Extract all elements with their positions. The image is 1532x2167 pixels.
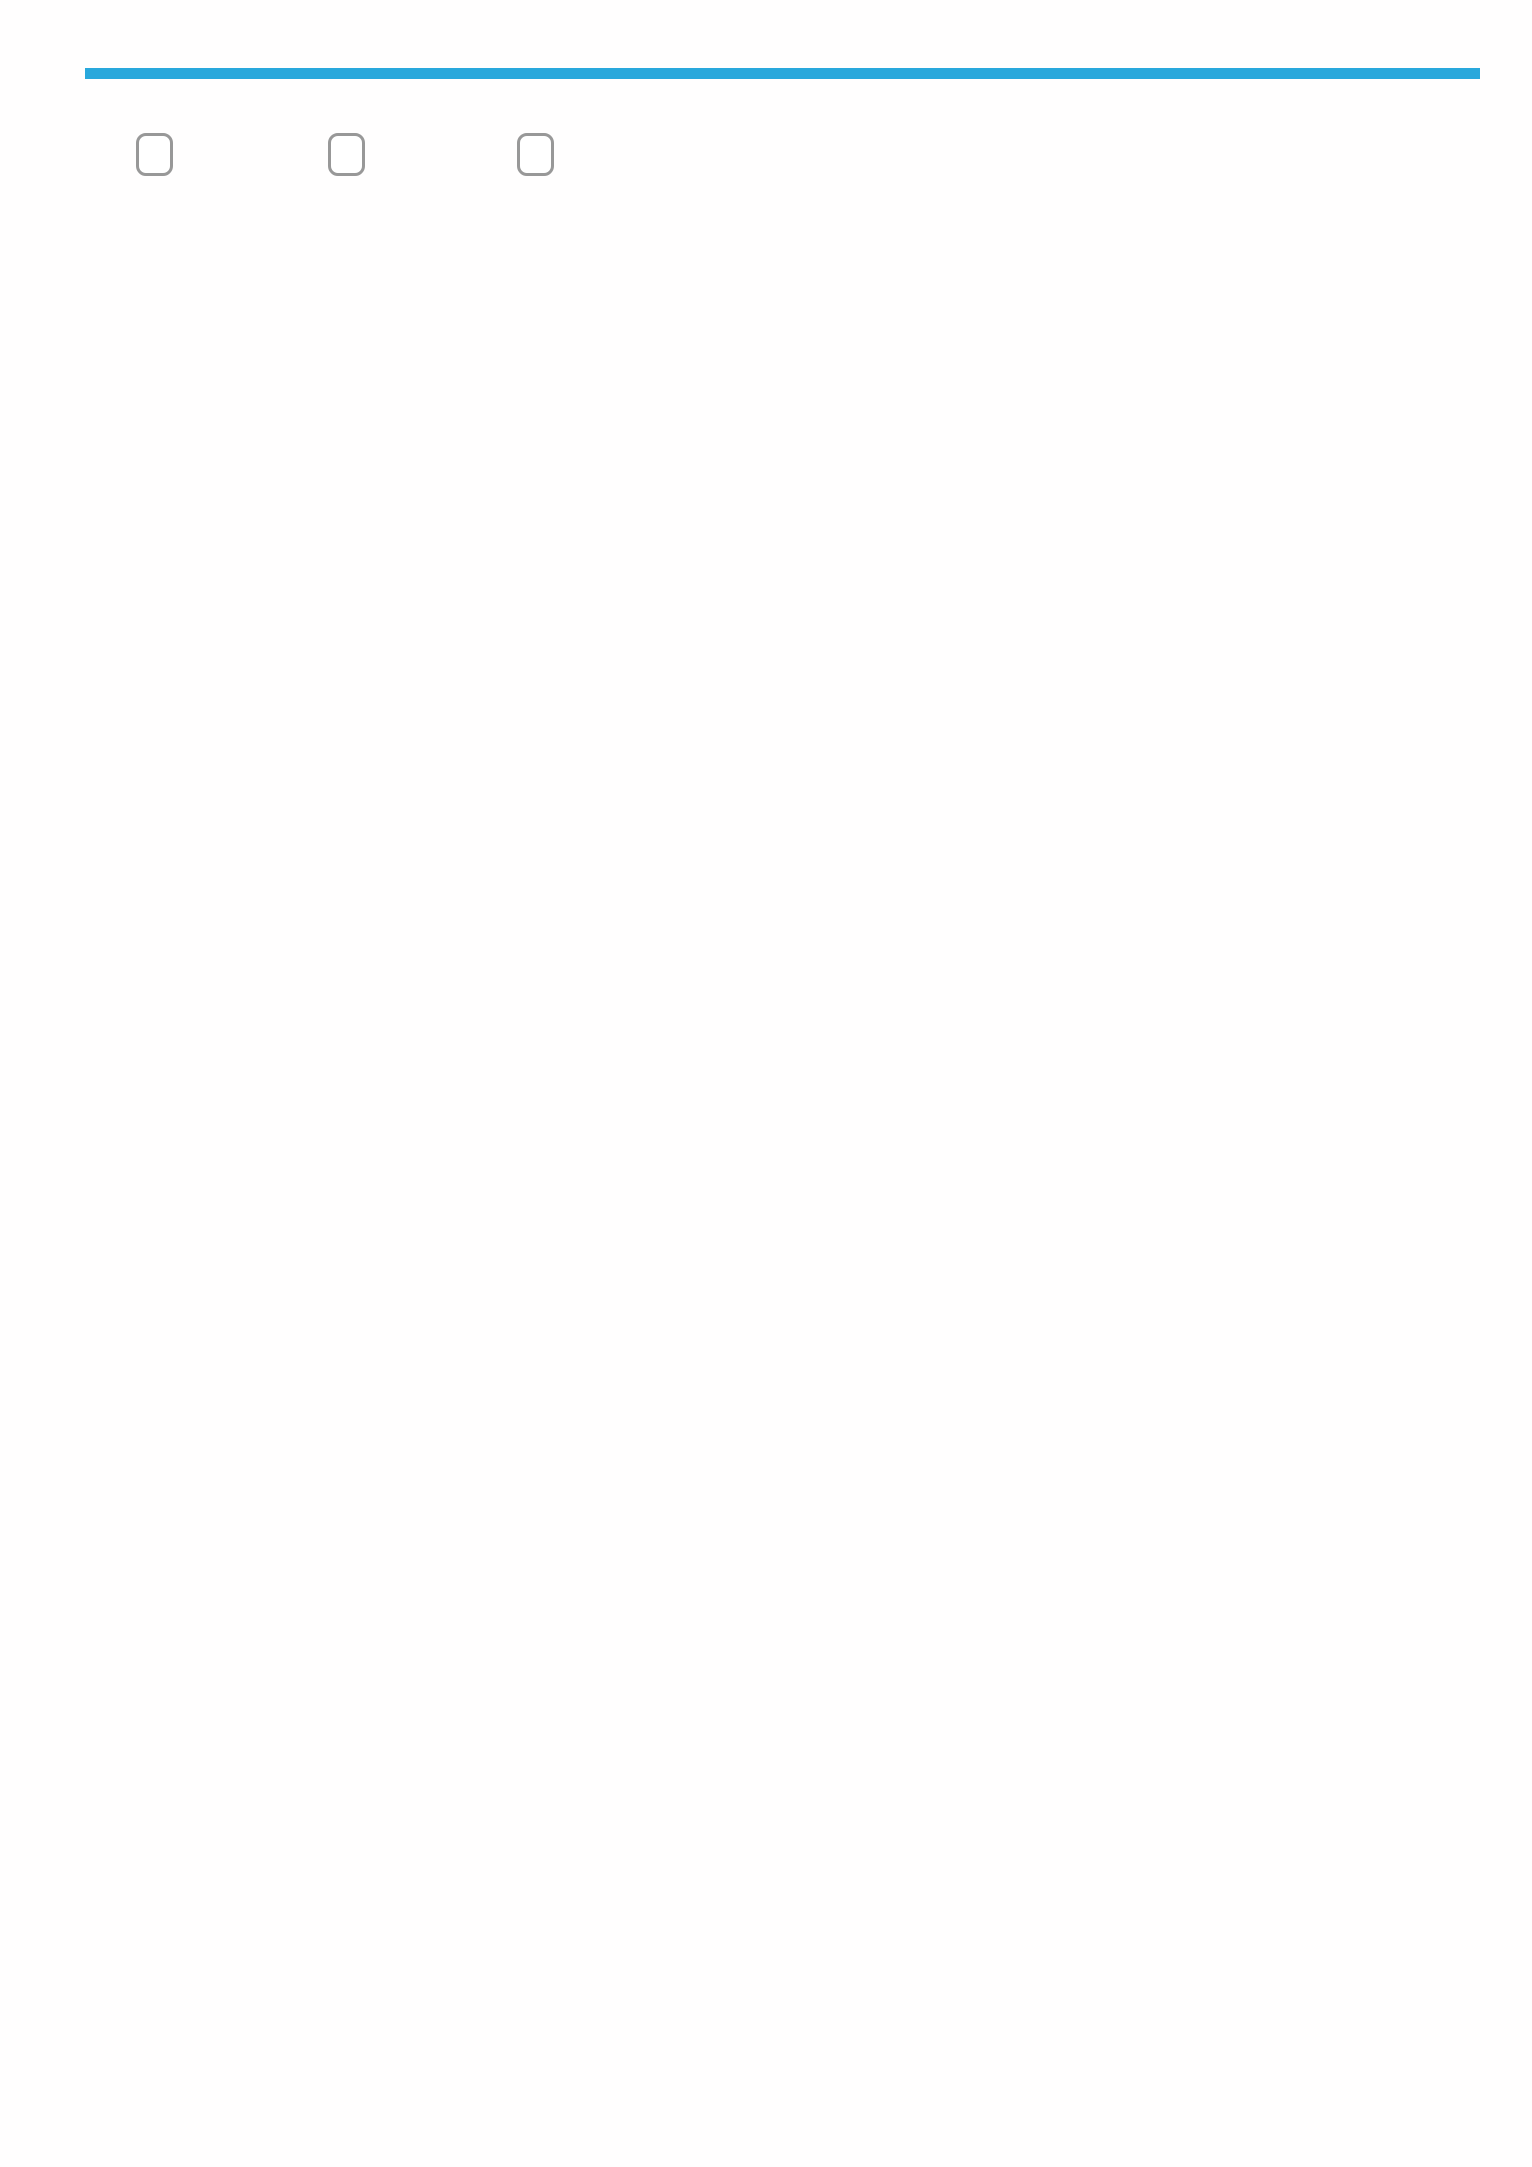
option-b (319, 132, 380, 176)
question-text (127, 132, 764, 176)
answer-checkbox[interactable] (517, 133, 554, 176)
answer-checkbox[interactable] (328, 133, 365, 176)
top-accent-bar (85, 68, 1480, 79)
column-divider (768, 122, 772, 2027)
option-a (127, 132, 188, 176)
option-row (127, 132, 764, 176)
answer-checkbox[interactable] (136, 133, 173, 176)
question-16 (88, 114, 764, 176)
option-c (508, 132, 569, 176)
